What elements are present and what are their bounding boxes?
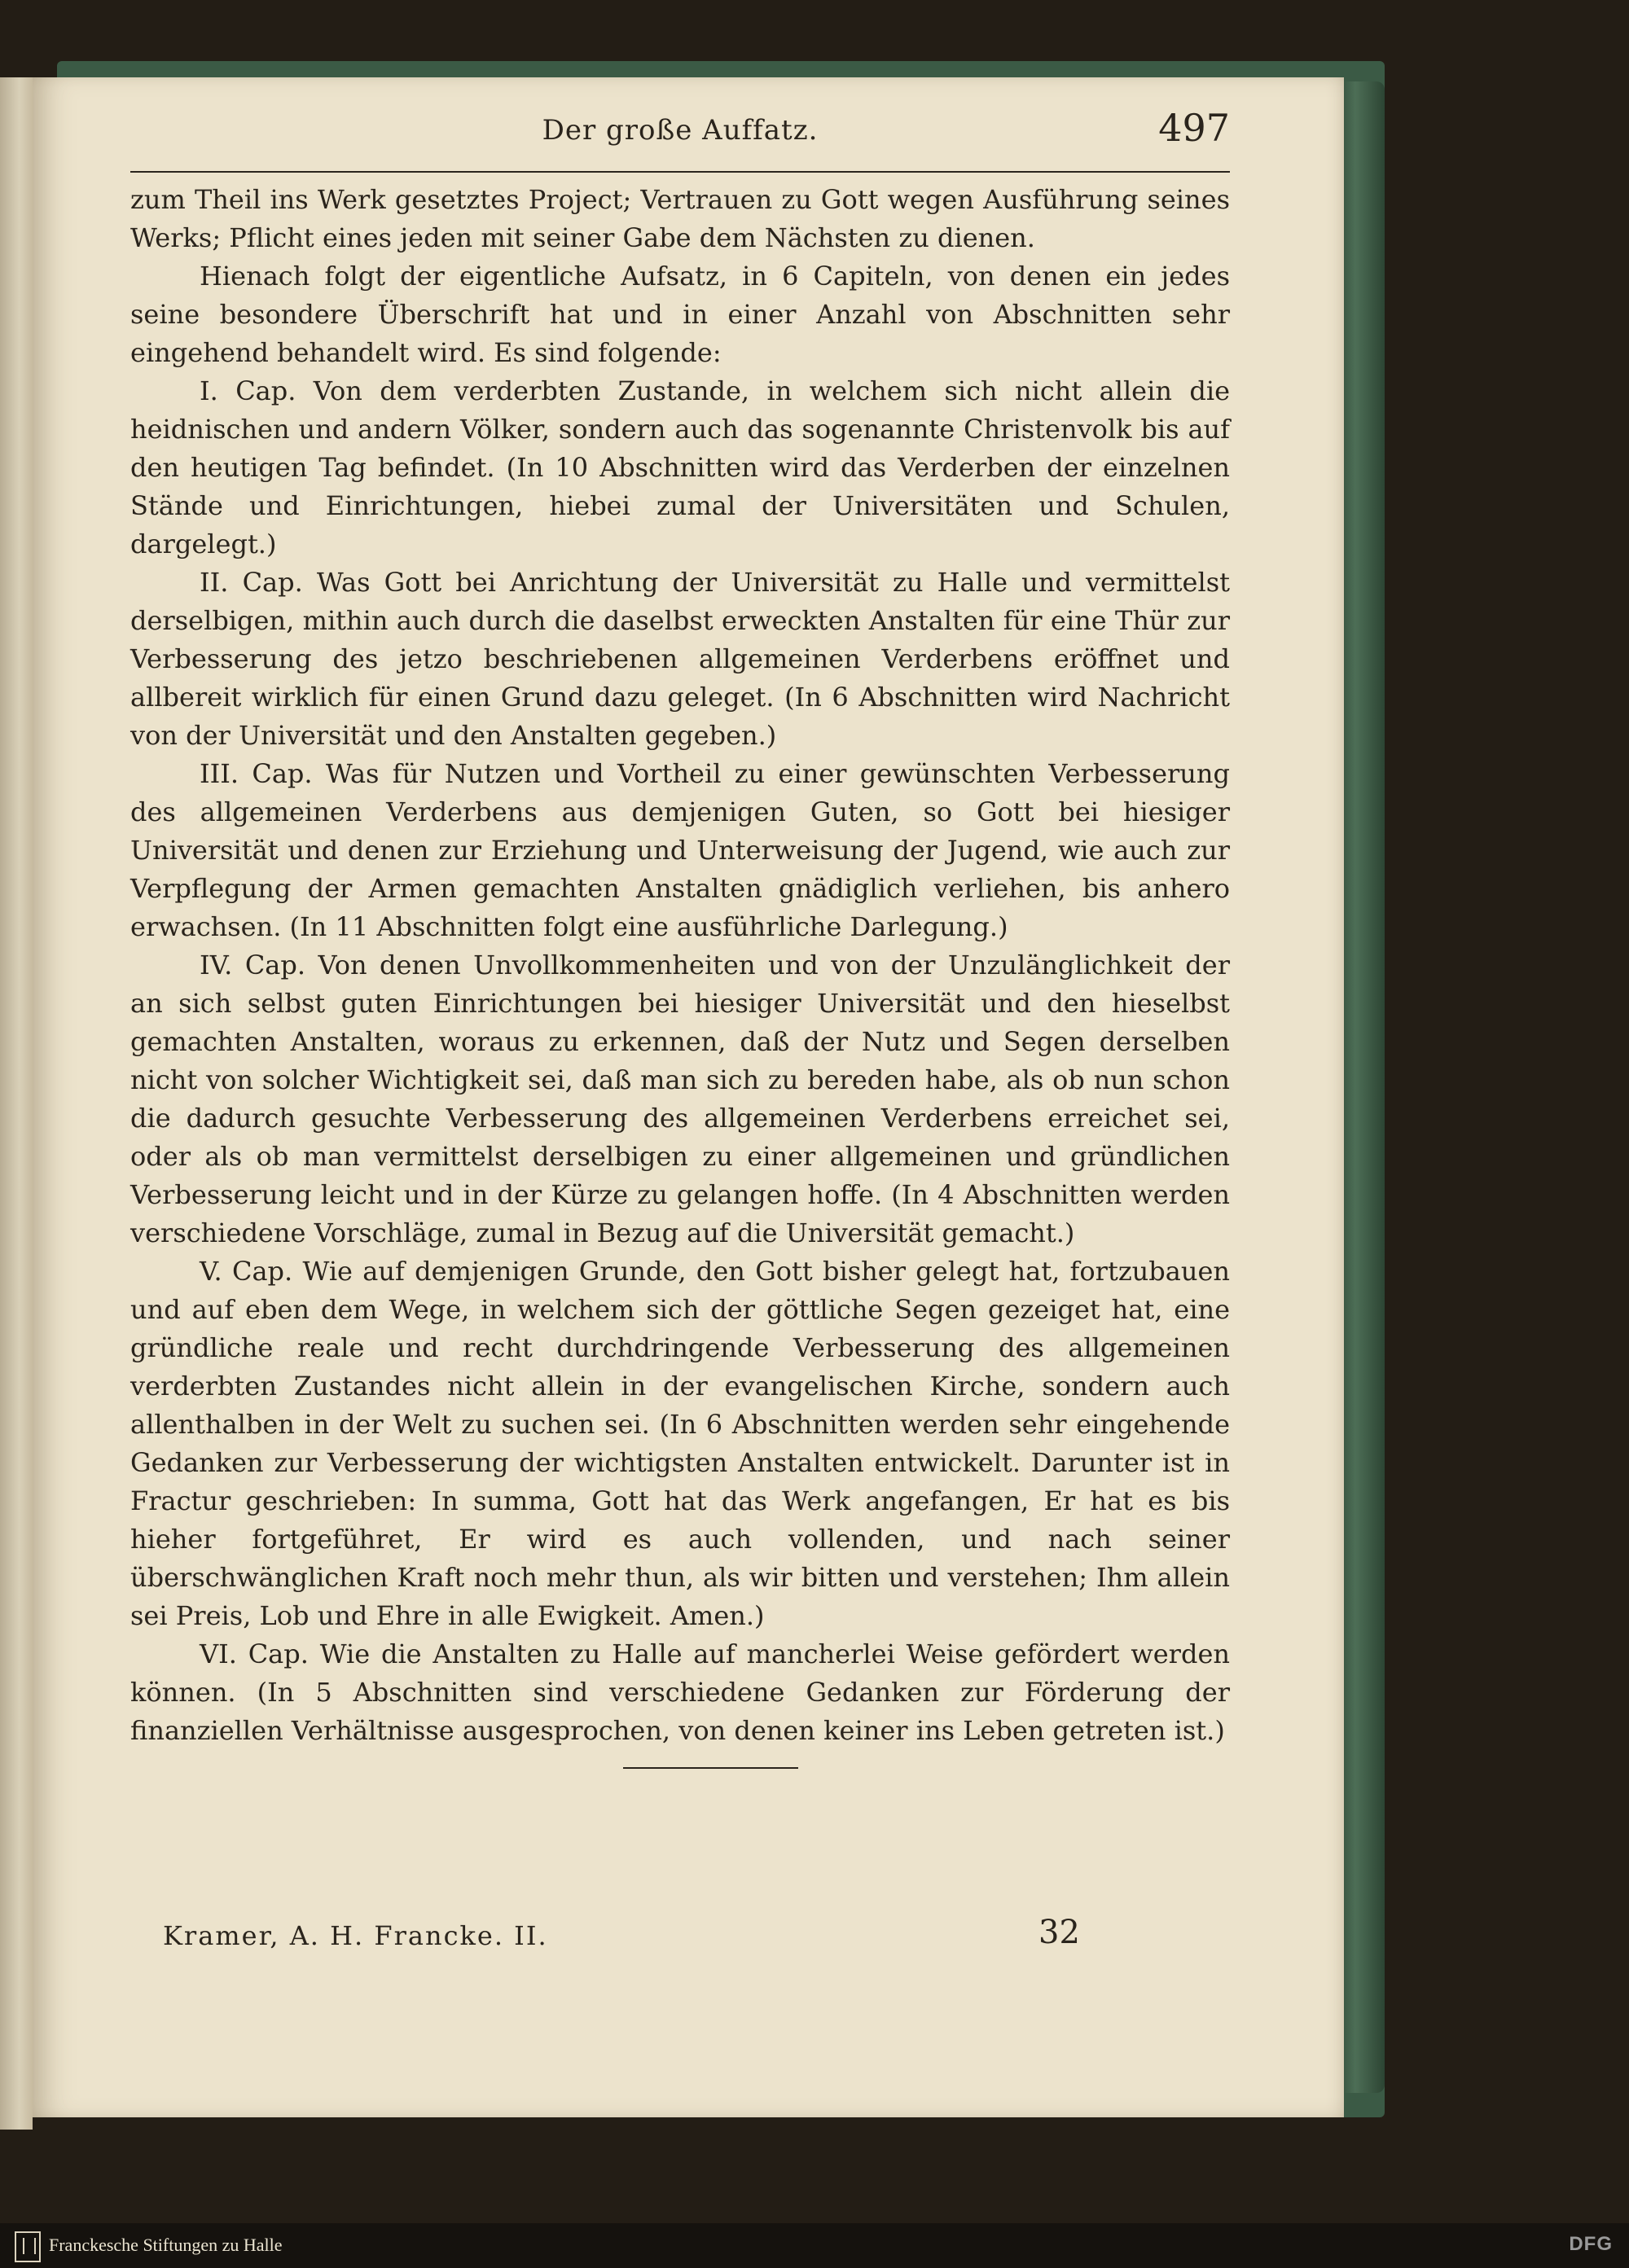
body-text (130, 181, 1230, 1750)
paragraph-chapter-5: V. Cap. Wie auf demjenigen Grunde, den Gott bisher gelegt hat, fortzubauen und auf eben dem Wege, in welchem sich der göttliche Segen gezeiget hat, eine gründliche reale und recht durchdringende Verbesserung des allgemeinen verderbten Zustandes nicht allein in der evangelischen Kirche, sondern auch allenthalben in der Welt zu suchen sei. (In 6 Abschnitten werden sehr eingehende Gedanken zur Verbesserung der wichtigsten Anstalten entwickelt. Darunter ist in Fractur geschrieben: In summa, Gott hat das Werk angefangen, Er hat es bis hieher fortgeführet, Er wird es auch vollenden, und nach seiner überschwänglichen Kraft noch mehr thun, als wir bitten und verstehen; Ihm allein sei Preis, Lob und Ehre in alle Ewigkeit. Amen.) (130, 1256, 1230, 1631)
paragraph-chapter-4: IV. Cap. Von denen Unvollkommenheiten und von der Unzulänglichkeit der an sich selbst guten Einrichtungen bei hiesiger Universität und den hieselbst gemachten Anstalten, woraus zu erkennen, daß der Nutz und Segen derselben nicht von solcher Wichtigkeit sei, daß man sich zu bereden habe, als ob nun schon die dadurch gesuchte Verbesserung des allgemeinen Verderbens erreichet sei, oder als ob man vermittelst derselbigen zu einer allgemeinen und gründlichen Verbesserung leicht und in der Kürze zu gelangen hoffe. (In 4 Abschnitten werden verschiedene Vorschläge, zumal in Bezug auf die Universität gemacht.) (130, 950, 1230, 1248)
paragraph-chapter-2: II. Cap. Was Gott bei Anrichtung der Universität zu Halle und vermittelst derselbigen, mithin auch durch die daselbst erweckten Anstalten für eine Thür zur Verbesserung des jetzo beschriebenen allgemeinen Verderbens eröffnet und allbereit wirklich für einen Grund dazu geleget. (In 6 Abschnitten wird Nachricht von der Universität und den Anstalten gegeben.) (130, 567, 1230, 751)
footer-signature: 32 (1038, 1914, 1080, 1951)
institution-name[interactable]: Franckesche Stiftungen zu Halle (49, 2235, 283, 2255)
previous-page-edge (0, 77, 33, 2130)
paragraph-overview: Hienach folgt der eigentliche Aufsatz, in 6 Capiteln, von denen ein jedes seine besondere Überschrift hat und in einer Anzahl von Abschnitten sehr eingehend behandelt wird. Es sind folgende: (130, 261, 1230, 368)
footer-author-line: Kramer, A. H. Francke. II. (163, 1920, 548, 1951)
running-title: Der große Auffatz. (542, 114, 819, 147)
end-rule (623, 1767, 798, 1769)
paragraph-chapter-6: VI. Cap. Wie die Anstalten zu Halle auf mancherlei Weise gefördert werden können. (In 5 Abschnitten sind verschiedene Gedanken zur Förderung der finanziellen Verhältnisse ausgesprochen, von denen keiner ins Leben getreten ist.) (130, 1638, 1230, 1746)
institution-logo-icon (15, 2231, 41, 2262)
dfg-badge[interactable]: DFG (1569, 2233, 1613, 2255)
paragraph-chapter-1: I. Cap. Von dem verderbten Zustande, in welchem sich nicht allein die heidnischen und andern Völker, sondern auch das sogenannte Christenvolk bis auf den heutigen Tag befindet. (In 10 Abschnitten wird das Verderben der einzelnen Stände und Einrichtungen, hiebei zumal der Universitäten und Schulen, dargelegt.) (130, 375, 1230, 559)
paragraph-intro-end: zum Theil ins Werk gesetztes Project; Vertrauen zu Gott wegen Ausführung seines Werks; Pflicht eines jeden mit seiner Gabe dem Nächsten zu dienen. (130, 184, 1230, 253)
page-header (130, 98, 1230, 173)
paragraph-chapter-3: III. Cap. Was für Nutzen und Vortheil zu einer gewünschten Verbesserung des allgemeinen Verderbens aus demjenigen Guten, so Gott bei hiesiger Universität und denen zur Erziehung und Unterweisung der Jugend, wie auch zur Verpflegung der Armen gemachten Anstalten gnädiglich verliehen, bis anhero erwachsen. (In 11 Abschnitten folgt eine ausführliche Darlegung.) (130, 758, 1230, 942)
page-number: 497 (1158, 106, 1230, 150)
